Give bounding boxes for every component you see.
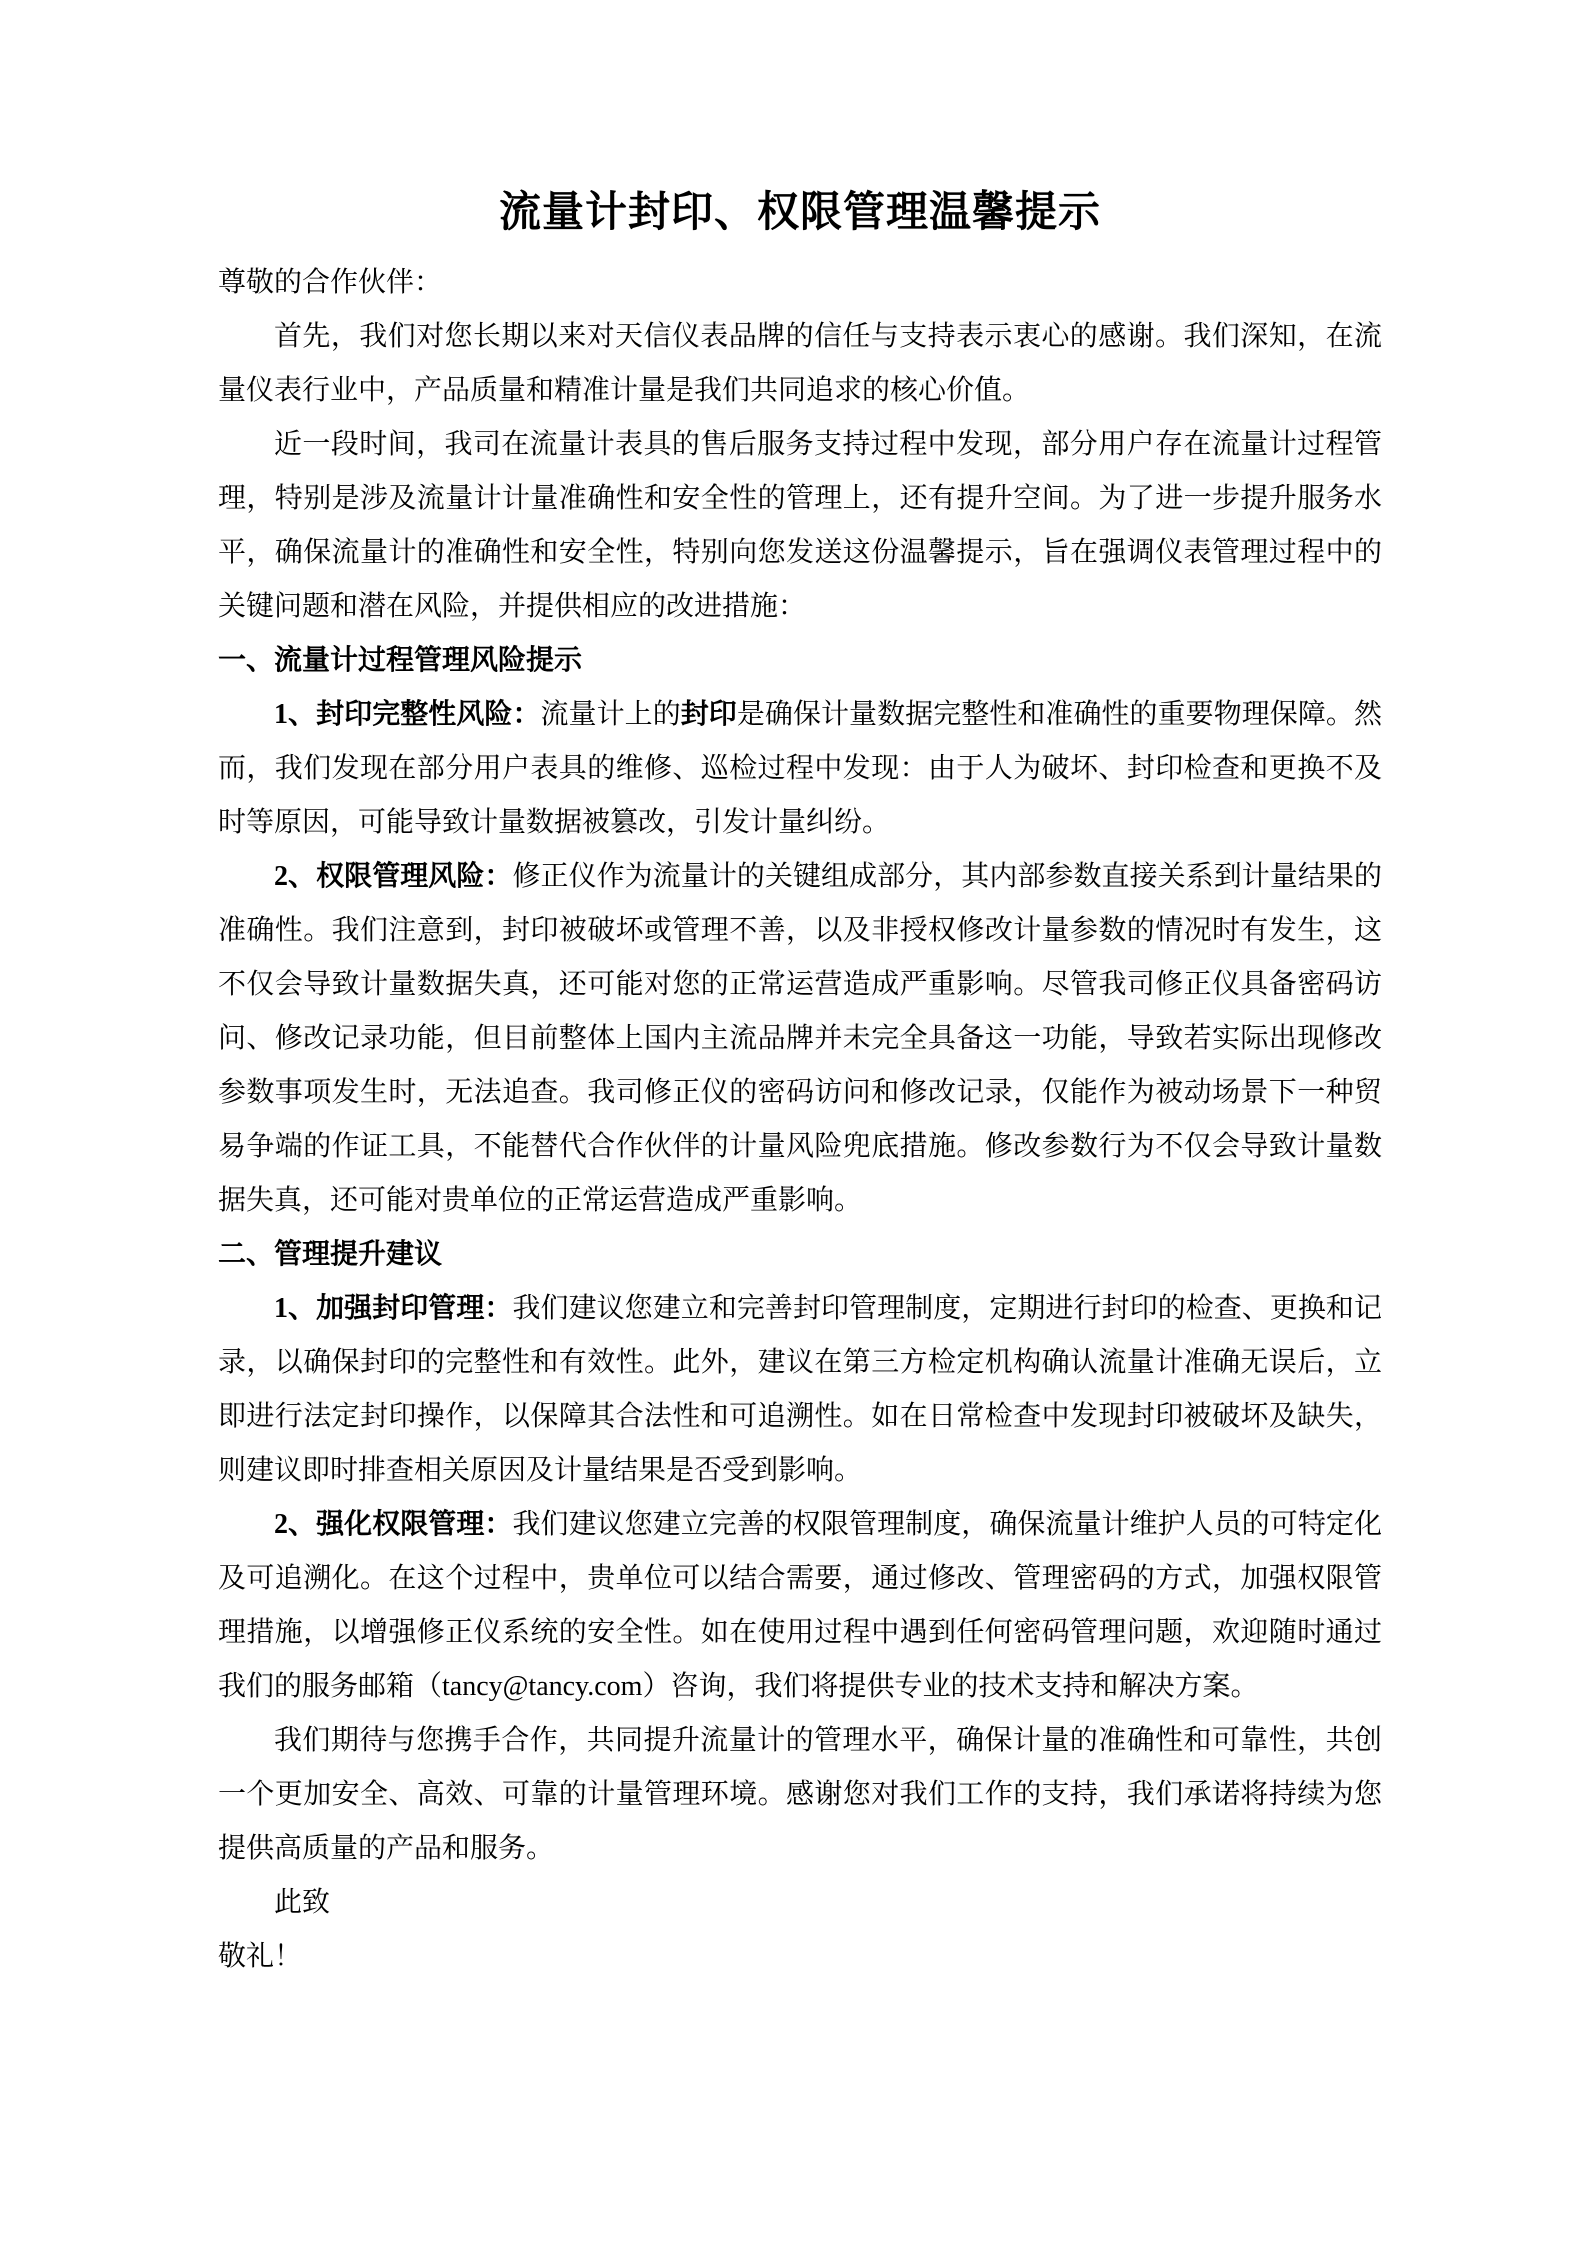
bold-text-run: 1、加强封印管理：: [274, 1293, 513, 1324]
paragraph-seal-integrity-risk: [218, 688, 1382, 850]
closing-cizhi: [218, 1876, 1382, 1930]
paragraph-background: [218, 418, 1382, 634]
text-run: 此致: [274, 1887, 331, 1918]
document-body: [218, 256, 1382, 1984]
paragraph-thanks: [218, 310, 1382, 418]
bold-text-run: 封印: [680, 699, 737, 730]
closing-jingli: [218, 1930, 1382, 1984]
paragraph-outlook: [218, 1714, 1382, 1876]
section-heading-suggestions: [218, 1228, 1382, 1282]
bold-text-run: 2、权限管理风险：: [274, 861, 513, 892]
text-run: 我们期待与您携手合作，共同提升流量计的管理水平，确保计量的准确性和可靠性，共创一个更加安全、高效、可靠的计量管理环境。感谢您对我们工作的支持，我们承诺将持续为您提供高质量的产品和服务。: [218, 1725, 1382, 1864]
text-run: 修正仪作为流量计的关键组成部分，其内部参数直接关系到计量结果的准确性。我们注意到，封印被破坏或管理不善，以及非授权修改计量参数的情况时有发生，这不仅会导致计量数据失真，还可能对您的正常运营造成严重影响。尽管我司修正仪具备密码访问、修改记录功能，但目前整体上国内主流品牌并未完全具备这一功能，导致若实际出现修改参数事项发生时，无法追查。我司修正仪的密码访问和修改记录，仅能作为被动场景下一种贸易争端的作证工具，不能替代合作伙伴的计量风险兜底措施。修改参数行为不仅会导致计量数据失真，还可能对贵单位的正常运营造成严重影响。: [218, 861, 1382, 1216]
bold-text-run: 二、管理提升建议: [218, 1239, 443, 1270]
paragraph-permission-risk: [218, 850, 1382, 1228]
text-run: 近一段时间，我司在流量计表具的售后服务支持过程中发现，部分用户存在流量计过程管理，特别是涉及流量计计量准确性和安全性的管理上，还有提升空间。为了进一步提升服务水平，确保流量计的准确性和安全性，特别向您发送这份温馨提示，旨在强调仪表管理过程中的关键问题和潜在风险，并提供相应的改进措施：: [218, 429, 1382, 622]
paragraph-strengthen-permission-management: [218, 1498, 1382, 1714]
bold-text-run: 1、封印完整性风险：: [274, 699, 541, 730]
document-title: 流量计封印、权限管理温馨提示: [498, 188, 1101, 235]
bold-text-run: 一、流量计过程管理风险提示: [218, 645, 583, 676]
text-run: 首先，我们对您长期以来对天信仪表品牌的信任与支持表示衷心的感谢。我们深知，在流量仪表行业中，产品质量和精准计量是我们共同追求的核心价值。: [218, 321, 1382, 406]
paragraph-strengthen-seal-management: [218, 1282, 1382, 1498]
text-run: 敬礼！: [218, 1941, 303, 1972]
salutation: [218, 256, 1382, 310]
text-run: 我们建议您建立和完善封印管理制度，定期进行封印的检查、更换和记录，以确保封印的完整性和有效性。此外，建议在第三方检定机构确认流量计准确无误后，立即进行法定封印操作，以保障其合法性和可追溯性。如在日常检查中发现封印被破坏及缺失，则建议即时排查相关原因及计量结果是否受到影响。: [218, 1293, 1382, 1486]
text-run: 是确保计量数据完整性和准确性的重要物理保障。然而，我们发现在部分用户表具的维修、巡检过程中发现：由于人为破坏、封印检查和更换不及时等原因，可能导致计量数据被篡改，引发计量纠纷。: [218, 699, 1382, 838]
bold-text-run: 2、强化权限管理：: [274, 1509, 513, 1540]
text-run: 尊敬的合作伙伴：: [218, 267, 443, 298]
section-heading-risk: [218, 634, 1382, 688]
text-run: 流量计上的: [540, 699, 681, 730]
text-run: 我们建议您建立完善的权限管理制度，确保流量计维护人员的可特定化及可追溯化。在这个过程中，贵单位可以结合需要，通过修改、管理密码的方式，加强权限管理措施，以增强修正仪系统的安全性。如在使用过程中遇到任何密码管理问题，欢迎随时通过我们的服务邮箱（tancy@tancy.com）咨询，我们将提供专业的技术支持和解决方案。: [218, 1509, 1382, 1702]
